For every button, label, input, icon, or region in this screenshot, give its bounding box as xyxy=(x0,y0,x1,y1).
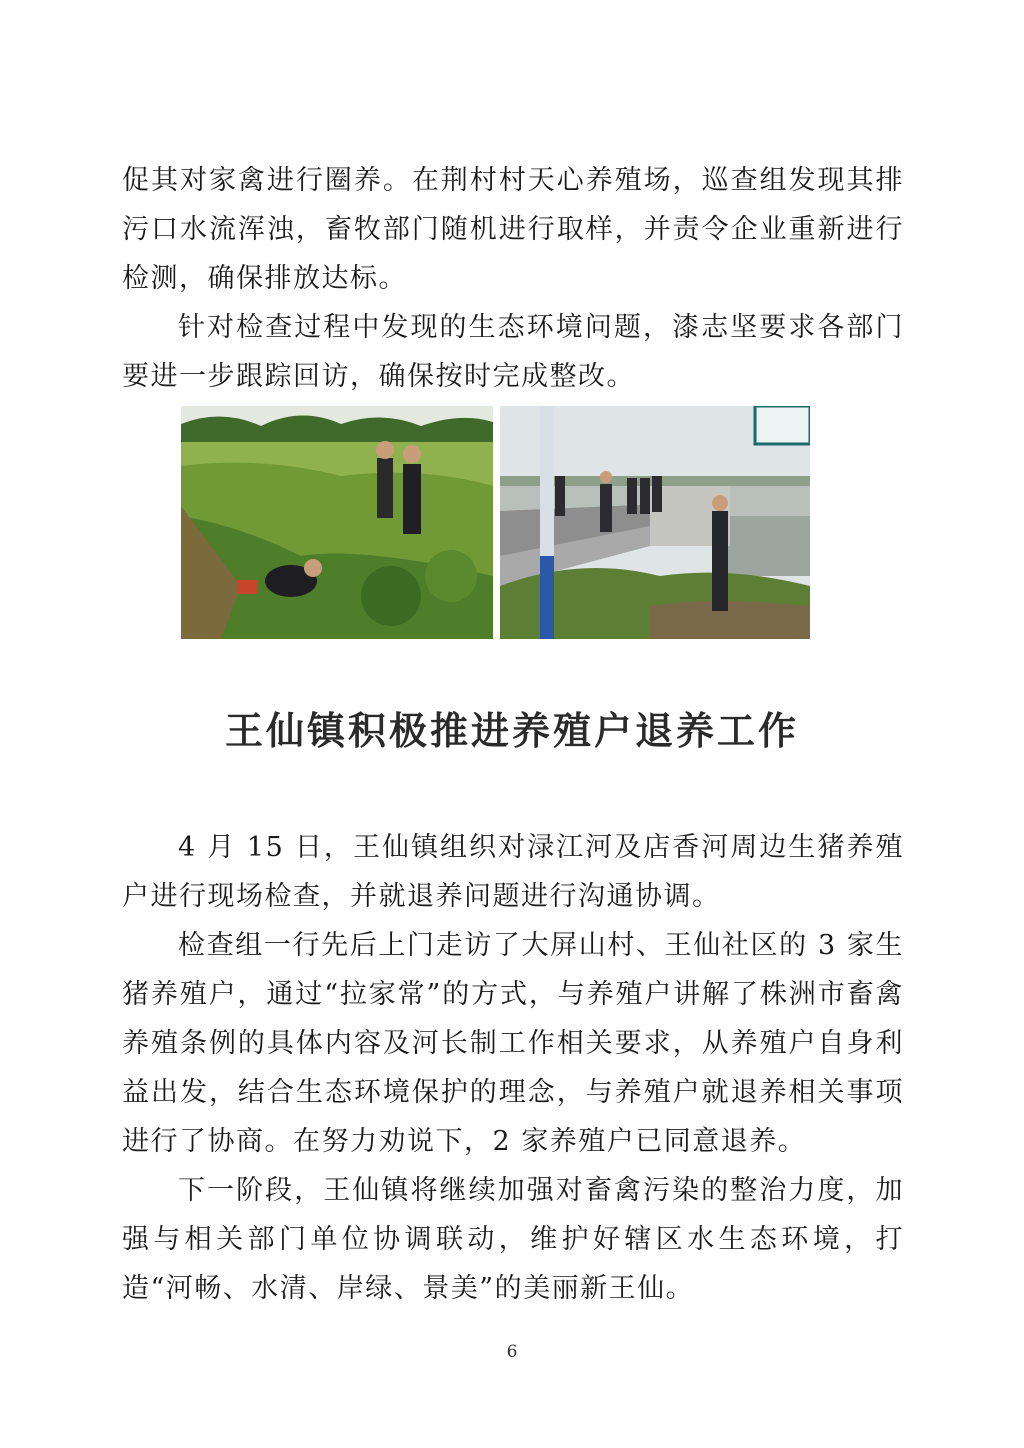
paragraph: 下一阶段，王仙镇将继续加强对畜禽污染的整治力度，加强与相关部门单位协调联动，维护好辖区水生态环境，打造“河畅、水清、岸绿、景美”的美丽新王仙。 xyxy=(122,1175,904,1304)
top-text-block xyxy=(122,156,904,401)
field-inspection-photo xyxy=(181,406,493,639)
paragraph: 4 月 15 日，王仙镇组织对渌江河及店香河周边生猪养殖户进行现场检查，并就退养问题进行沟通协调。 xyxy=(122,832,904,912)
page-number: 6 xyxy=(506,1342,518,1362)
paragraph: 检查组一行先后上门走访了大屏山村、王仙社区的 3 家生猪养殖户，通过“拉家常”的方式，与养殖户讲解了株洲市畜禽养殖条例的具体内容及河长制工作相关要求，从养殖户自身利益出发，结合生态环境保护的理念，与养殖户就退养相关事项进行了协商。在努力劝说下，2 家养殖户已同意退养。 xyxy=(122,930,904,1157)
paragraph: 促其对家禽进行圈养。在荆村村天心养殖场，巡查组发现其排污口水流浑浊，畜牧部门随机进行取样，并责令企业重新进行检测，确保排放达标。 xyxy=(122,165,904,294)
paragraph: 针对检查过程中发现的生态环境问题，漆志坚要求各部门要进一步跟踪回访，确保按时完成整改。 xyxy=(122,312,904,392)
article-body xyxy=(122,823,904,1313)
riverside-inspection-photo xyxy=(500,406,810,639)
article-title: 王仙镇积极推进养殖户退养工作 xyxy=(224,708,799,753)
